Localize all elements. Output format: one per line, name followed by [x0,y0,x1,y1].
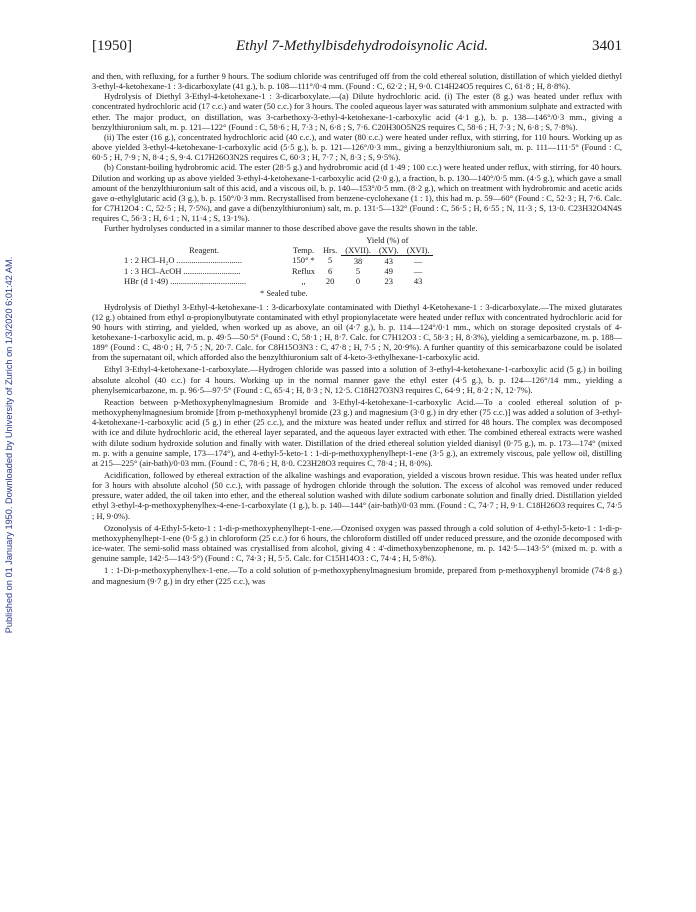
paragraph: and then, with refluxing, for a further 9 hours. The sodium chloride was centrifuged off from the cold ethereal solution, distillation of which yielded diethyl 3-ethyl-4-ketohexane-1 : 3-dicarboxylate (41 g.), b. p. 108—111°/0·4 mm. (Found : C, 62·2 ; H, 9·0. C14H24O5 requires C, 61·8 ; H, 8·8%). [92,71,622,92]
column-header: Temp. [292,244,315,255]
table-cell: 38 [353,255,363,266]
table-cell: 150° * [292,255,315,266]
yield-table [120,235,433,286]
table-cell: 1 : 3 HCl–AcOH ........................... [124,265,241,276]
column-header: (XV). [375,245,403,256]
paragraph: (ii) The ester (16 g.), concentrated hydrochloric acid (40 c.c.), and water (80 c.c.) were heated under reflux, with stirring, for 110 hours. Working up as above yielded 3-ethyl-4-ketohexane-1-carboxylic acid (5·5 g.), b. p. 121—126°/0·3 mm., giving a benzylthiuronium salt, m. p. 111—111·5° (Found : C, 60·5 ; H, 7·9 ; N, 8·4 ; S, 9·4. C17H26O3N2S requires C, 60·3 ; H, 7·7 ; N, 8·3 ; S, 9·5%). [92,131,622,163]
table-cell: HBr (d 1·49) .................................... [124,275,247,286]
table-cell: 49 [384,265,393,276]
column-header: Reagent. [189,244,219,255]
table-header-row [120,245,433,256]
header-year: [1950] [92,38,132,54]
paragraph: (b) Constant-boiling hydrobromic acid. The ester (28·5 g.) and hydrobromic acid (d 1·49 ; 100 c.c.) were heated under reflux, with stirring, for 40 hours. Dilution and working up as above yielded 3-ethyl-4-ketohexane-1-carboxylic acid (2·0 g.), a fraction, b. p. 130—140°/0·5 mm. (4·5 g.), which gave a small amount of the benzylthiuronium salt of this acid, and a viscous oil, b. p. 140—153°/0·5 mm. (8·2 g.), which on treatment with hydrobromic and acetic acids gave α-ethylglutaric acid (3 g.), b. p. 150°/0·3 mm. Recrystallised from benzene-cyclohexane (1 : 1), this had m. p. 59—60° (Found : C, 52·3 ; H, 7·6. Calc. for C7H12O4 : C, 52·5 ; H, 7·5%), and gave a di(benzylthiuronium) salt, m. p. 131·5—132° (Found : C, 56·5 ; H, 6·55 ; N, 11·3 ; S, 13·0. C23H32O4N4S requires C, 56·3 ; H, 6·1 ; N, 11·4 ; S, 13·1%). [92,162,622,224]
table-cell: 0 [355,275,361,286]
paragraph: Further hydrolyses conducted in a similar manner to those described above gave the results shown in the table. [104,223,478,234]
table-row [120,266,433,276]
table-row [120,255,433,266]
paragraph: Hydrolysis of Diethyl 3-Ethyl-4-ketohexane-1 : 3-dicarboxylate.—(a) Dilute hydrochloric acid. (i) The ester (8 g.) was heated under reflux with concentrated hydrochloric acid (17 c.c.) and water (50 c.c.) for 3 hours. The cooled aqueous layer was saturated with ammonium sulphate and extracted with ether. The major product, on distillation, was 3-carbethoxy-3-ethyl-4-ketohexane-1-carboxylic acid (4·1 g.), b. p. 138—146°/0·3 mm., giving a benzylthiuronium salt, m. p. 121—122° (Found : C, 58·6 ; H, 7·3 ; N, 6·8 ; S, 7·6. C20H30O5N2S requires C, 58·6 ; H, 7·3 ; N, 6·8 ; S, 7·8%). [92,91,622,132]
paragraph: Ozonolysis of 4-Ethyl-5-keto-1 : 1-di-p-methoxyphenylhept-1-ene.—Ozonised oxygen was passed through a cold solution of 4-ethyl-5-keto-1 : 1-di-p-methoxyphenylhept-1-ene (0·5 g.) in chloroform (25 c.c.) for 6 hours, the chloroform distilled off under reduced pressure, and the ozonide decomposed with ice-water. The semi-solid mass obtained was crystallised from alcohol, giving 4 : 4'-dimethoxybenzophenone, m. p. 142·5—143·5° (mixed m. p. with a genuine sample, 142·5—143·5°) (Found : C, 74·3 ; H, 5·5. Calc. for C15H14O3 : C, 74·4 ; H, 5·8%). [92,522,622,564]
running-header [92,38,622,60]
table-footnote: * Sealed tube. [260,287,308,298]
table-cell: 6 [328,265,333,276]
article-body [92,71,622,586]
table-cell: Reflux [292,265,315,276]
column-header: (XVI). [403,245,434,256]
table-cell: ,, [301,275,306,286]
table-cell: 20 [325,275,335,286]
header-title: Ethyl 7-Methylbisdehydrodoisynolic Acid. [235,38,489,54]
table-cell: 5 [355,265,361,276]
table-cell: 23 [384,275,393,286]
table-cell: — [413,255,423,266]
paragraph: Acidification, followed by ethereal extraction of the alkaline washings and evaporation, yielded a viscous brown residue. This was heated under reflux for 3 hours with absolute alcohol (50 c.c.), with passage of hydrogen chloride through the solution. The excess of alcohol was removed under reduced pressure, water added, the oil taken into ether, and the ethereal solution washed with dilute sodium carbonate solution and finally dried. Distillation yielded ethyl 3-ethyl-4-p-methoxyphenylhex-4-ene-1-carboxylate (1 g.), b. p. 140—144° (air-bath)/0·03 mm. (Found : C, 74·7 ; H, 9·1. C18H26O3 requires C, 74·5 ; H, 9·0%). [92,470,622,521]
column-header: Hrs. [322,244,338,255]
paragraph: Reaction between p-Methoxyphenylmagnesium Bromide and 3-Ethyl-4-ketohexane-1-carboxylic Acid.—To a cooled ethereal solution of p-methoxyphenylmagnesium bromide [from p-methoxyphenyl bromide (23 g.) and magnesium (3·0 g.) in dry ether (75 c.c.)] was added a solution of 3-ethyl-4-ketohexane-1-carboxylic acid (5 g.) in ether (25 c.c.), and the mixture was heated under reflux and stirred for 48 hours. The complex was decomposed with ice and dilute hydrochloric acid, the ethereal layer separated, and the aqueous layer extracted with ether. The combined ethereal extracts were washed with dilute sodium hydroxide solution and finally with water. Distillation of the dried ethereal solution yielded dianisyl (0·75 g.), m. p. 173—174° (mixed m. p. with a genuine sample, 173—174°), and 4-ethyl-5-keto-1 : 1-di-p-methoxyphenylhept-1-ene (3·5 g.), an extremely viscous, pale yellow oil, distilling at 215—225° (air-bath)/0·03 mm. (Found : C, 78·6 ; H, 8·0. C23H28O3 requires C, 78·4 ; H, 8·0%). [92,396,622,468]
yield-header: Yield (%) of [366,234,409,245]
column-header: (XVII). [341,245,375,256]
paragraph: 1 : 1-Di-p-methoxyphenylhex-1-ene.—To a cold solution of p-methoxyphenylmagnesium bromide, prepared from p-methoxyphenyl bromide (74·8 g.) and magnesium (9·7 g.) in dry ether (225 c.c.), was [92,565,622,586]
table-cell: 1 : 2 HCl–H₂O ............................... [124,255,243,266]
publication-note: Published on 01 January 1950. Downloaded by University of Zurich on 1/3/2020 6:01:42 AM. [4,256,14,634]
paragraph: Hydrolysis of Diethyl 3-Ethyl-4-ketohexane-1 : 3-dicarboxylate contaminated with Diethyl 4-Ketohexane-1 : 3-dicarboxylate.—The mixed glutarates (12 g.) obtained from ethyl α-propionylbutyrate contaminated with ethyl propionylacetate were heated under reflux with concentrated hydrochloric acid for 90 hours with stirring, and yielded, when worked up as above, an oil (4·7 g.), b. p. 114—124°/0·1 mm., which on storage deposited crystals of 4-ketohexane-1-carboxylic acid, m. p. 49·5—50·5° (Found : C, 58·1 ; H, 8·7. Calc. for C7H12O3 : C, 58·3 ; H, 8·3%), yielding a semicarbazone, m. p. 188—189° (Found : C, 48·0 ; H, 7·5 ; N, 20·7. Calc. for C8H15O3N3 : C, 47·8 ; H, 7·5 ; N, 20·9%). A further quantity of this semicarbazone could be isolated from the supernatant oil, which afforded also the benzylthiuronium salt of 4-keto-3-ethylhexane-1-carboxylic acid. [92,301,622,363]
table-cell: 43 [413,275,423,286]
table-cell: 5 [328,255,333,266]
header-page-number: 3401 [592,38,622,54]
table-cell: 43 [384,255,393,266]
publication-sidebar [2,145,16,745]
table-row [120,276,433,286]
paragraph: Ethyl 3-Ethyl-4-ketohexane-1-carboxylate.—Hydrogen chloride was passed into a solution of 3-ethyl-4-ketohexane-1-carboxylic acid (5 g.) in boiling absolute alcohol (40 c.c.) for 4 hours. Working up in the normal manner gave the ethyl ester (4·5 g.), b. p. 124—126°/14 mm., yielding a phenylsemicarbazone, m. p. 96·5—97·5° (Found : C, 65·4 ; H, 8·3 ; N, 12·5. C18H27O3N3 requires C, 64·9 ; H, 8·2 ; N, 12·7%). [92,364,622,395]
table-cell: — [413,265,423,276]
